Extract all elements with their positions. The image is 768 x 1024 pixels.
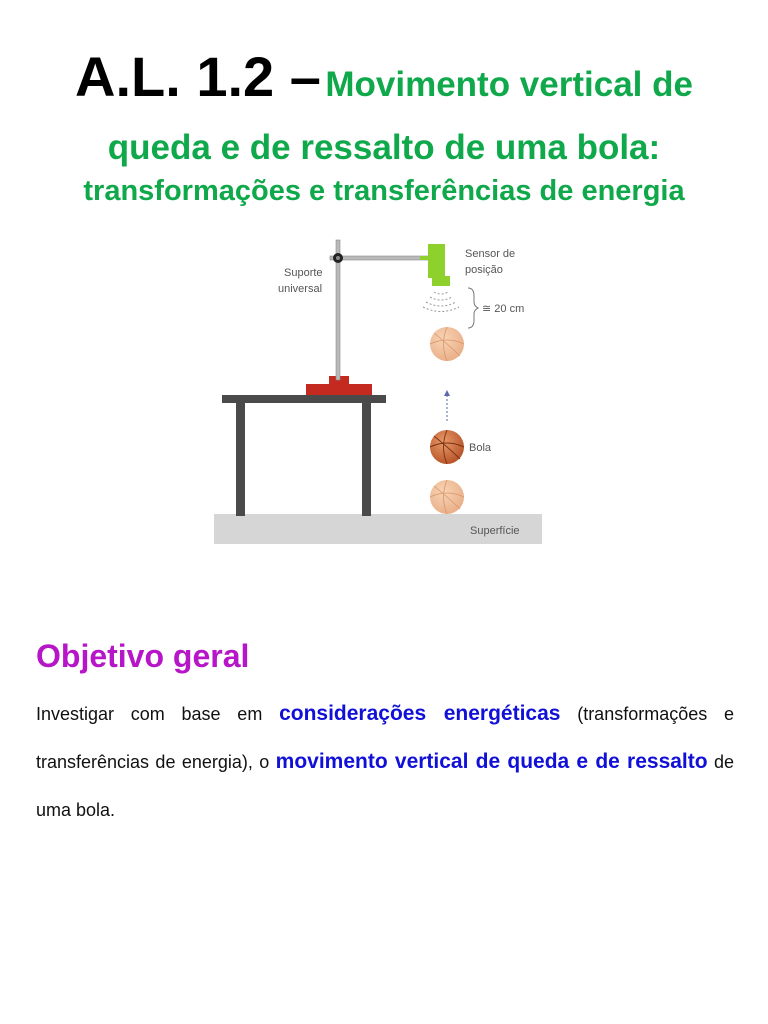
title-block bbox=[0, 44, 768, 211]
label-suporte-2: universal bbox=[278, 283, 323, 295]
ball-middle-position bbox=[430, 430, 464, 464]
title-line-3: transformações e transferências de energia bbox=[83, 175, 685, 207]
ball-bottom-position bbox=[430, 480, 464, 514]
title-text-1: Movimento vertical de bbox=[325, 65, 693, 104]
activity-code: A.L. 1.2 – bbox=[75, 45, 321, 108]
paragraph-text: de uma bola. bbox=[36, 752, 734, 820]
table-leg-left bbox=[236, 403, 245, 516]
paragraph-text: (transformações e transferências de energia), o bbox=[36, 704, 734, 772]
highlight-vertical-motion: movimento vertical de queda e de ressalto bbox=[275, 750, 708, 773]
label-superficie: Superfície bbox=[470, 525, 520, 537]
title-line-1 bbox=[0, 44, 768, 125]
title-line-2: queda e de ressalto de uma bola: bbox=[107, 128, 661, 167]
position-sensor bbox=[428, 244, 445, 278]
table-top bbox=[222, 395, 386, 403]
ultrasound-waves bbox=[423, 292, 459, 312]
ball-top-position bbox=[430, 327, 464, 361]
label-distance: ≅ 20 cm bbox=[482, 303, 525, 315]
objective-paragraph bbox=[36, 690, 734, 834]
setup-illustration bbox=[212, 236, 544, 546]
table-leg-right bbox=[362, 403, 371, 516]
label-sensor-2: posição bbox=[465, 264, 503, 276]
distance-brace bbox=[468, 288, 478, 328]
section-heading: Objetivo geral bbox=[36, 638, 250, 674]
label-bola: Bola bbox=[469, 442, 492, 454]
highlight-energetic-considerations: considerações energéticas bbox=[279, 702, 561, 725]
label-sensor-1: Sensor de bbox=[465, 248, 516, 260]
paragraph-text: Investigar com base em bbox=[36, 704, 280, 724]
experiment-figure bbox=[212, 236, 544, 546]
horizontal-rod bbox=[330, 256, 430, 260]
label-suporte-1: Suporte bbox=[284, 267, 323, 279]
